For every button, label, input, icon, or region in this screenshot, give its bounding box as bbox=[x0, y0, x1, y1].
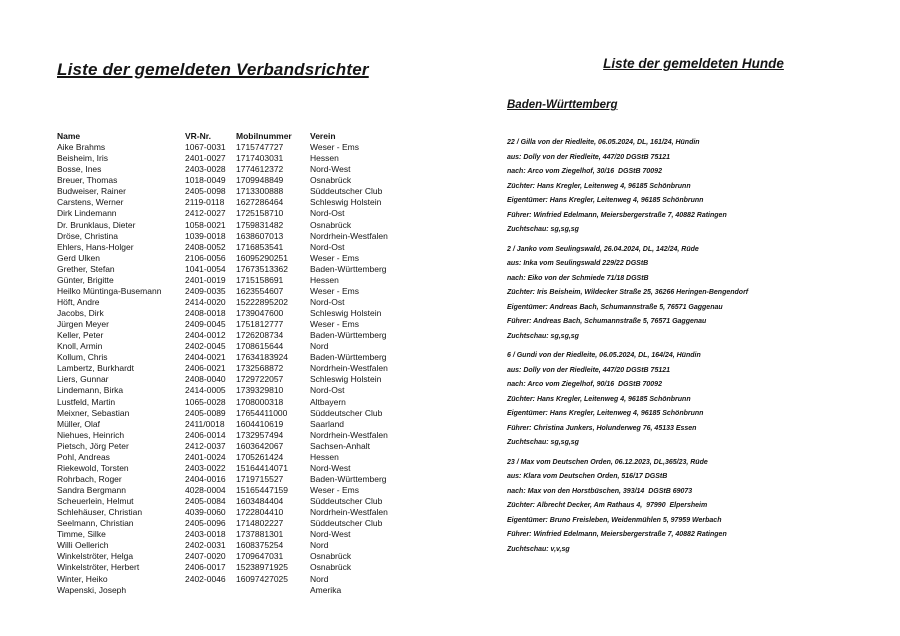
table-cell: Nordrhein-Westfalen bbox=[310, 429, 388, 440]
table-cell: Sandra Bergmann bbox=[57, 485, 126, 495]
table-cell: 2412-0027 bbox=[185, 208, 226, 219]
table-cell: Altbayern bbox=[310, 396, 346, 407]
table-cell: 1041-0054 bbox=[185, 263, 226, 274]
table-cell: Liers, Gunnar bbox=[57, 374, 109, 385]
table-cell: 2402-0045 bbox=[185, 341, 226, 352]
table-cell: 17654411000 bbox=[236, 407, 288, 418]
table-cell: Knoll, Armin bbox=[57, 341, 103, 352]
table-cell: Niehues, Heinrich bbox=[57, 429, 125, 440]
dog-entry-line: Führer: Winfried Edelmann, Meiersbergerstraße 7, 40882 Ratingen bbox=[507, 211, 727, 219]
table-cell: Sachsen-Anhalt bbox=[310, 440, 371, 451]
dog-entry-line: Führer: Christina Junkers, Holunderweg 76, 45133 Essen bbox=[507, 424, 697, 432]
table-cell: 1713300888 bbox=[236, 186, 284, 197]
table-row bbox=[57, 374, 465, 385]
table-cell: Schleswig Holstein bbox=[310, 197, 382, 208]
table-cell: Höft, Andre bbox=[57, 296, 100, 307]
dog-entry-line: nach: Arco vom Ziegelhof, 30/16 DGStB 70092 bbox=[507, 168, 662, 175]
table-cell: 2412-0037 bbox=[185, 440, 226, 451]
dog-entries bbox=[507, 136, 880, 557]
table-cell: 2405-0096 bbox=[185, 518, 226, 529]
table-row bbox=[57, 286, 465, 297]
dog-entry bbox=[507, 349, 880, 451]
table-cell: Heilko Müntinga-Busemann bbox=[57, 285, 162, 296]
table-cell: Weser - Ems bbox=[310, 142, 359, 153]
table-row bbox=[57, 208, 465, 219]
table-cell: 2408-0052 bbox=[185, 241, 226, 252]
table-cell: 2405-0098 bbox=[185, 186, 226, 197]
dog-entry-line: Züchter: Hans Kregler, Leitenweg 4, 96185 Schönbrunn bbox=[507, 395, 691, 403]
table-cell: Timme, Silke bbox=[57, 529, 106, 540]
table-cell: 1623554607 bbox=[236, 285, 284, 296]
table-cell: Osnabrück bbox=[310, 219, 352, 230]
table-cell: Osnabrück bbox=[310, 562, 352, 573]
table-cell: 2404-0021 bbox=[185, 352, 226, 363]
table-row bbox=[57, 562, 465, 573]
table-cell: 2106-0056 bbox=[185, 252, 226, 263]
table-cell: 1603642067 bbox=[236, 440, 284, 451]
table-cell: 2407-0020 bbox=[185, 551, 226, 562]
table-cell: 1715747727 bbox=[236, 142, 284, 153]
table-cell: Dirk Lindemann bbox=[57, 208, 117, 219]
table-cell: 2406-0014 bbox=[185, 429, 226, 440]
table-row bbox=[57, 385, 465, 396]
table-row bbox=[57, 186, 465, 197]
table-cell: Winkelströter, Herbert bbox=[57, 562, 140, 573]
table-cell: 15222895202 bbox=[236, 296, 289, 307]
table-cell: 1751812777 bbox=[236, 319, 284, 330]
table-cell: Lustfeld, Martin bbox=[57, 396, 116, 407]
dog-entry-line: aus: Inka vom Seulingswald 229/22 DGStB bbox=[507, 260, 649, 267]
table-cell: Keller, Peter bbox=[57, 330, 104, 341]
table-cell: 2401-0019 bbox=[185, 274, 226, 285]
table-cell: 1705261424 bbox=[236, 451, 284, 462]
table-cell: Müller, Olaf bbox=[57, 418, 100, 429]
table-cell: Budweiser, Rainer bbox=[57, 186, 126, 197]
table-cell: Hessen bbox=[310, 274, 339, 285]
table-row bbox=[57, 585, 465, 596]
table-cell: Lindemann, Birka bbox=[57, 385, 124, 396]
table-cell: Baden-Württemberg bbox=[310, 352, 387, 363]
dog-entry-line: Eigentümer: Bruno Freisleben, Weidenmühlen 5, 97959 Werbach bbox=[507, 516, 722, 524]
table-cell: Pohl, Andreas bbox=[57, 451, 110, 462]
table-row bbox=[57, 452, 465, 463]
table-cell: Nordrhein-Westfalen bbox=[310, 363, 388, 374]
table-row bbox=[57, 319, 465, 330]
table-cell: 1739047600 bbox=[236, 308, 284, 318]
dog-entry-line: Führer: Winfried Edelmann, Meiersbergerstraße 7, 40882 Ratingen bbox=[507, 531, 727, 538]
table-cell: 1717403031 bbox=[236, 153, 284, 164]
dog-entry bbox=[507, 243, 880, 345]
table-cell: 2414-0020 bbox=[185, 296, 226, 307]
table-cell: 1726208734 bbox=[236, 330, 284, 341]
table-cell: Osnabrück bbox=[310, 175, 352, 186]
table-cell: Bosse, Ines bbox=[57, 164, 102, 175]
judges-table-body bbox=[57, 142, 465, 596]
table-row bbox=[57, 164, 465, 175]
table-cell: Breuer, Thomas bbox=[57, 175, 118, 186]
region-heading: Baden-Württemberg bbox=[507, 99, 618, 111]
column-header: VR-Nr. bbox=[185, 131, 211, 141]
table-row bbox=[57, 197, 465, 208]
dog-entry-line: Zuchtschau: sg,sg,sg bbox=[507, 226, 579, 233]
table-row bbox=[57, 341, 465, 352]
table-cell: 2414-0005 bbox=[185, 385, 226, 396]
table-cell: 1774612372 bbox=[236, 164, 284, 175]
table-row bbox=[57, 474, 465, 485]
table-cell: Nordrhein-Westfalen bbox=[310, 507, 388, 518]
table-cell: 2405-0089 bbox=[185, 407, 226, 418]
table-cell: Aike Brahms bbox=[57, 142, 106, 153]
table-row bbox=[57, 242, 465, 253]
table-cell: Schlehäuser, Christian bbox=[57, 507, 143, 518]
table-cell: 1715158691 bbox=[236, 274, 284, 285]
dog-entry-line: Zuchtschau: sg,sg,sg bbox=[507, 439, 579, 446]
table-cell: 2409-0045 bbox=[185, 319, 226, 330]
table-cell: 16097427025 bbox=[236, 573, 289, 584]
table-cell: Weser - Ems bbox=[310, 252, 359, 263]
table-cell: 15164414071 bbox=[236, 462, 289, 473]
table-cell bbox=[236, 585, 310, 596]
table-cell: 1627286464 bbox=[236, 197, 284, 208]
table-row bbox=[57, 352, 465, 363]
table-row bbox=[57, 551, 465, 562]
table-cell: 1709647031 bbox=[236, 551, 284, 562]
table-row bbox=[57, 441, 465, 452]
table-cell: Lambertz, Burkhardt bbox=[57, 363, 135, 374]
dog-entry-line: Züchter: Albrecht Decker, Am Rathaus 4, 97990 Elpersheim bbox=[507, 502, 708, 509]
table-row bbox=[57, 231, 465, 242]
dog-entry-line: 23 / Max vom Deutschen Orden, 06.12.2023, DL,365/23, Rüde bbox=[507, 458, 708, 466]
table-cell: Jacobs, Dirk bbox=[57, 308, 104, 318]
table-cell: 1729722057 bbox=[236, 374, 284, 385]
table-cell: 1708615644 bbox=[236, 341, 284, 352]
dog-entry-line: Eigentümer: Hans Kregler, Leitenweg 4, 96185 Schönbrunn bbox=[507, 197, 704, 204]
table-cell: Günter, Brigitte bbox=[57, 274, 114, 285]
dog-entry-line: aus: Dolly von der Riedleite, 447/20 DGStB 75121 bbox=[507, 153, 671, 161]
table-cell: Schleswig Holstein bbox=[310, 374, 382, 385]
table-row bbox=[57, 419, 465, 430]
table-cell: Baden-Württemberg bbox=[310, 330, 387, 341]
table-row bbox=[57, 529, 465, 540]
table-row bbox=[57, 408, 465, 419]
dog-entry-line: nach: Max von den Horstbüschen, 393/14 DGStB 69073 bbox=[507, 487, 693, 495]
table-cell: Nord-West bbox=[310, 164, 351, 175]
table-cell: 15238971925 bbox=[236, 562, 289, 573]
table-cell: Wapenski, Joseph bbox=[57, 584, 127, 595]
table-cell: Weser - Ems bbox=[310, 319, 359, 330]
table-cell: 2119-0118 bbox=[185, 197, 225, 208]
table-cell: Nordrhein-Westfalen bbox=[310, 230, 388, 241]
judges-table-header bbox=[57, 131, 465, 142]
dog-entry-line: Zuchtschau: sg,sg,sg bbox=[507, 332, 579, 340]
table-cell: 2404-0016 bbox=[185, 473, 226, 484]
table-cell: Hessen bbox=[310, 451, 339, 462]
table-row bbox=[57, 253, 465, 264]
dog-entry-line: Züchter: Iris Beisheim, Wildecker Straße 25, 36266 Heringen-Bengendorf bbox=[507, 289, 749, 296]
table-cell: 1709948849 bbox=[236, 175, 284, 186]
table-cell: 17673513362 bbox=[236, 263, 289, 274]
table-cell: 1638607013 bbox=[236, 230, 284, 241]
table-cell: Meixner, Sebastian bbox=[57, 407, 130, 418]
table-cell: Baden-Württemberg bbox=[310, 473, 387, 484]
dog-entry-line: nach: Arco vom Ziegelhof, 90/16 DGStB 70092 bbox=[507, 381, 662, 388]
table-cell: Baden-Württemberg bbox=[310, 263, 387, 274]
table-cell bbox=[185, 585, 236, 596]
dog-entry bbox=[507, 136, 880, 238]
table-row bbox=[57, 574, 465, 585]
dog-entry-line: nach: Eiko von der Schmiede 71/18 DGStB bbox=[507, 274, 649, 282]
table-row bbox=[57, 308, 465, 319]
dogs-page-title: Liste der gemeldeten Hunde bbox=[603, 56, 784, 71]
table-row bbox=[57, 430, 465, 441]
table-row bbox=[57, 518, 465, 529]
table-cell: 1737881301 bbox=[236, 529, 284, 540]
table-cell: Nord-West bbox=[310, 529, 351, 540]
table-cell: Nord-Ost bbox=[310, 296, 345, 307]
table-cell: 1067-0031 bbox=[185, 142, 226, 153]
table-row bbox=[57, 463, 465, 474]
judges-table bbox=[57, 131, 465, 596]
table-cell: 2403-0018 bbox=[185, 529, 226, 540]
table-cell: Schleswig Holstein bbox=[310, 308, 382, 318]
table-cell: Nord-Ost bbox=[310, 241, 345, 252]
table-cell: Willi Oellerich bbox=[57, 540, 109, 551]
table-cell: Osnabrück bbox=[310, 551, 352, 562]
dogs-page bbox=[507, 55, 880, 562]
judges-page-title: Liste der gemeldeten Verbandsrichter bbox=[57, 60, 369, 79]
table-cell: Beisheim, Iris bbox=[57, 153, 109, 164]
dog-entry-line: Eigentümer: Andreas Bach, Schumannstraße 5, 76571 Gaggenau bbox=[507, 303, 723, 311]
table-cell: 1065-0028 bbox=[185, 396, 226, 407]
table-cell: Amerika bbox=[310, 584, 342, 595]
table-row bbox=[57, 220, 465, 231]
table-cell: 16095290251 bbox=[236, 252, 289, 263]
table-cell: 2401-0024 bbox=[185, 451, 226, 462]
table-cell: 2403-0028 bbox=[185, 164, 226, 175]
table-cell: 1759831482 bbox=[236, 219, 284, 230]
table-cell: 2404-0012 bbox=[185, 330, 226, 341]
table-cell: Riekewold, Torsten bbox=[57, 462, 129, 473]
dog-entry-line: 6 / Gundi von der Riedleite, 06.05.2024, DL, 164/24, Hündin bbox=[507, 352, 701, 359]
table-cell: Süddeutscher Club bbox=[310, 186, 383, 197]
table-cell: Weser - Ems bbox=[310, 285, 359, 296]
table-row bbox=[57, 264, 465, 275]
table-cell: 17634183924 bbox=[236, 352, 289, 363]
dog-entry-line: aus: Klara vom Deutschen Orden, 516/17 DGStB bbox=[507, 473, 668, 480]
table-row bbox=[57, 297, 465, 308]
table-cell: 1708000318 bbox=[236, 396, 284, 407]
table-cell: 2405-0084 bbox=[185, 496, 226, 507]
table-cell: 2401-0027 bbox=[185, 153, 226, 164]
table-row bbox=[57, 485, 465, 496]
table-cell: Süddeutscher Club bbox=[310, 407, 383, 418]
table-cell: Hessen bbox=[310, 153, 339, 164]
table-cell: 1722804410 bbox=[236, 507, 284, 518]
table-cell: Nord-Ost bbox=[310, 385, 345, 396]
table-row bbox=[57, 496, 465, 507]
table-cell: Kollum, Chris bbox=[57, 352, 108, 363]
table-cell: Saarland bbox=[310, 418, 345, 429]
dog-entry-line: Eigentümer: Hans Kregler, Leitenweg 4, 96185 Schönbrunn bbox=[507, 410, 704, 417]
column-header: Name bbox=[57, 131, 81, 141]
dog-entry-line: Zuchtschau: v,v,sg bbox=[507, 545, 570, 553]
table-cell: Rohrbach, Roger bbox=[57, 473, 122, 484]
dog-entry-line: Führer: Andreas Bach, Schumannstraße 5, 76571 Gaggenau bbox=[507, 318, 707, 325]
table-cell: Gerd Ulken bbox=[57, 252, 100, 263]
table-cell: Jürgen Meyer bbox=[57, 319, 109, 330]
table-cell: Pietsch, Jörg Peter bbox=[57, 440, 129, 451]
table-row bbox=[57, 153, 465, 164]
table-cell: 2406-0017 bbox=[185, 562, 226, 573]
table-cell: Seelmann, Christian bbox=[57, 518, 134, 529]
table-cell: 2406-0021 bbox=[185, 363, 226, 374]
table-cell: Dr. Brunklaus, Dieter bbox=[57, 219, 136, 230]
table-row bbox=[57, 397, 465, 408]
table-cell: 1716853541 bbox=[236, 241, 284, 252]
table-cell: 1732957494 bbox=[236, 429, 284, 440]
table-cell: 2408-0018 bbox=[185, 308, 226, 318]
table-cell: 1719715527 bbox=[236, 473, 284, 484]
table-cell: 2402-0046 bbox=[185, 573, 226, 584]
table-cell: 1039-0018 bbox=[185, 230, 226, 241]
table-cell: Dröse, Christina bbox=[57, 230, 118, 241]
table-cell: 4039-0060 bbox=[185, 507, 226, 518]
table-cell: Nord bbox=[310, 573, 329, 584]
table-cell: 15165447159 bbox=[236, 485, 289, 495]
table-cell: 1739329810 bbox=[236, 385, 284, 396]
table-cell: 2402-0031 bbox=[185, 540, 226, 551]
table-cell: Süddeutscher Club bbox=[310, 496, 383, 507]
column-header: Verein bbox=[310, 131, 336, 141]
table-cell: 1058-0021 bbox=[185, 219, 226, 230]
table-cell: 2411/0018 bbox=[185, 418, 225, 429]
table-cell: Nord-West bbox=[310, 462, 351, 473]
judges-page bbox=[57, 59, 465, 596]
table-cell: Ehlers, Hans-Holger bbox=[57, 241, 134, 252]
table-cell: Carstens, Werner bbox=[57, 197, 124, 208]
dog-entry-line: 2 / Janko vom Seulingswald, 26.04.2024, DL, 142/24, Rüde bbox=[507, 245, 699, 253]
table-cell: 1608375254 bbox=[236, 540, 284, 551]
table-cell: Grether, Stefan bbox=[57, 263, 115, 274]
table-cell: 2403-0022 bbox=[185, 462, 226, 473]
table-cell: Nord bbox=[310, 341, 329, 352]
table-row bbox=[57, 507, 465, 518]
table-cell: 1018-0049 bbox=[185, 175, 226, 186]
table-cell: 1604410619 bbox=[236, 418, 284, 429]
dog-entry-line: aus: Dolly von der Riedleite, 447/20 DGStB 75121 bbox=[507, 366, 671, 374]
table-cell: 1714802227 bbox=[236, 518, 284, 529]
table-row bbox=[57, 275, 465, 286]
dog-entry-line: Züchter: Hans Kregler, Leitenweg 4, 96185 Schönbrunn bbox=[507, 182, 691, 190]
table-cell: Nord-Ost bbox=[310, 208, 345, 219]
table-cell: Süddeutscher Club bbox=[310, 518, 383, 529]
table-cell: 1732568872 bbox=[236, 363, 284, 374]
table-cell: 1603484404 bbox=[236, 496, 284, 507]
table-cell: 1725158710 bbox=[236, 208, 284, 219]
table-cell: Winter, Heiko bbox=[57, 573, 108, 584]
column-header: Mobilnummer bbox=[236, 131, 292, 141]
table-cell: 2408-0040 bbox=[185, 374, 226, 385]
table-cell: Weser - Ems bbox=[310, 485, 359, 495]
table-row bbox=[57, 363, 465, 374]
table-cell: Nord bbox=[310, 540, 329, 551]
table-cell: Winkelströter, Helga bbox=[57, 551, 134, 562]
table-row bbox=[57, 540, 465, 551]
table-cell: Scheuerlein, Helmut bbox=[57, 496, 134, 507]
table-row bbox=[57, 142, 465, 153]
table-cell: 2409-0035 bbox=[185, 285, 226, 296]
dog-entry bbox=[507, 456, 880, 558]
table-row bbox=[57, 175, 465, 186]
dog-entry-line: 22 / Gilla von der Riedleite, 06.05.2024, DL, 161/24, Hündin bbox=[507, 139, 700, 146]
table-cell: 4028-0004 bbox=[185, 485, 226, 495]
table-row bbox=[57, 330, 465, 341]
